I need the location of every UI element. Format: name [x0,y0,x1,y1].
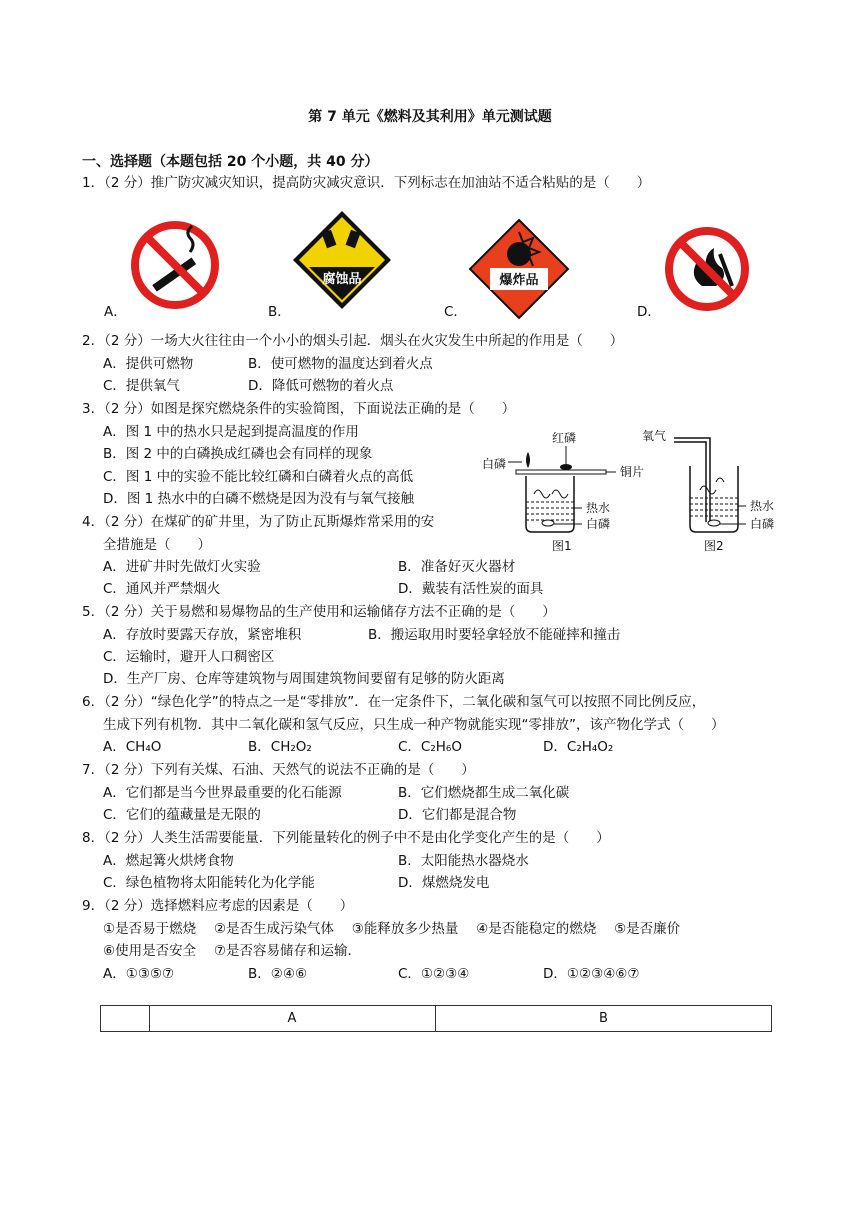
q6-option-d: D．C₂H₄O₂ [543,739,614,755]
corrosive-label: 腐蚀品 [322,272,362,287]
q9-items-line1: ①是否易于燃烧 ②是否生成污染气体 ③能释放多少热量 ④是否能稳定的燃烧 ⑤是否廉价 [103,921,681,937]
q5-option-c: C．运输时，避开人口稠密区 [103,649,275,665]
corrosive-sign-icon [291,209,393,311]
q7-option-c: C．它们的蕴藏量是无限的 [103,807,261,823]
q3-stem: 3．（2 分）如图是探究燃烧条件的实验简图，下面说法正确的是（ ） [82,401,516,417]
q3-option-d: D．图 1 热水中的白磷不燃烧是因为没有与氧气接触 [103,491,415,507]
answer-table-blank-cell [101,1006,150,1031]
q4-stem-line2: 全措施是（ ） [103,537,211,553]
q4-stem-line1: 4．（2 分）在煤矿的矿井里，为了防止瓦斯爆炸常采用的安 [82,514,435,530]
label-white-phosphorus-2: 白磷 [750,517,775,531]
q5-stem: 5．（2 分）关于易燃和易爆物品的生产使用和运输储存方法不正确的是（ ） [82,604,556,620]
q5-option-d: D．生产厂房、仓库等建筑物与周围建筑物间要留有足够的防火距离 [103,671,505,687]
q4-option-b: B．准备好灭火器材 [398,559,516,575]
label-white-phosphorus-1: 白磷 [586,517,611,531]
q1-option-c: C． [444,304,467,320]
answer-table [100,1005,772,1032]
q2-option-a: A．提供可燃物 [103,356,194,372]
q1-stem: 1．（2 分）推广防灾减灾知识，提高防灾减灾意识．下列标志在加油站不适合粘贴的是（ ） [82,175,651,191]
q7-option-d: D．它们都是混合物 [398,807,517,823]
explosive-label: 爆炸品 [499,273,539,288]
no-smoking-sign-icon [128,218,222,312]
label-figure-2: 图2 [704,539,724,553]
q8-option-d: D．煤燃烧发电 [398,875,490,891]
q5-option-a: A．存放时要露天存放，紧密堆积 [103,627,302,643]
label-oxygen: 氧气 [642,429,667,443]
q9-option-b: B．②④⑥ [248,966,308,982]
q5-option-b: B．搬运取用时要轻拿轻放不能碰摔和撞击 [368,627,621,643]
q2-stem: 2．（2 分）一场大火往往由一个小小的烟头引起．烟头在火灾发生中所起的作用是（ ） [82,333,624,349]
q2-option-b: B．使可燃物的温度达到着火点 [248,356,433,372]
combustion-experiment-figure [478,424,790,554]
q3-option-c: C．图 1 中的实验不能比较红磷和白磷着火点的高低 [103,469,414,485]
page-title: 第 7 单元《燃料及其利用》单元测试题 [308,109,552,125]
q6-stem-line1: 6．（2 分）“绿色化学”的特点之一是“零排放”．在一定条件下，二氧化碳和氢气可以按照不同比例反应， [82,694,706,710]
label-hot-water-1: 热水 [586,501,611,515]
q3-option-b: B．图 2 中的白磷换成红磷也会有同样的现象 [103,446,373,462]
no-open-flame-sign-icon [662,224,752,314]
q8-stem: 8．（2 分）人类生活需要能量．下列能量转化的例子中不是由化学变化产生的是（ ） [82,830,610,846]
label-copper-plate: 铜片 [620,465,645,479]
q8-option-c: C．绿色植物将太阳能转化为化学能 [103,875,315,891]
answer-table-col-b: B [599,1011,608,1026]
q9-option-d: D．①②③④⑥⑦ [543,966,640,982]
q4-option-c: C．通风并严禁烟火 [103,581,221,597]
q9-items-line2: ⑥使用是否安全 ⑦是否容易储存和运输． [103,943,361,959]
q6-option-b: B．CH₂O₂ [248,739,312,755]
q7-option-a: A．它们都是当今世界最重要的化石能源 [103,785,342,801]
label-hot-water-2: 热水 [750,499,775,513]
q8-option-b: B．太阳能热水器烧水 [398,853,529,869]
explosive-sign-icon [468,218,570,320]
q7-option-b: B．它们燃烧都生成二氧化碳 [398,785,570,801]
q9-option-a: A．①③⑤⑦ [103,966,175,982]
q6-stem-line2: 生成下列有机物．其中二氧化碳和氢气反应，只生成一种产物就能实现“零排放”，该产物化学式（ ） [103,717,725,733]
q6-option-c: C．C₂H₆O [398,739,462,755]
q9-option-c: C．①②③④ [398,966,470,982]
q6-option-a: A．CH₄O [103,739,162,755]
q1-option-d: D． [637,304,661,320]
q2-option-c: C．提供氧气 [103,378,180,394]
q1-option-b: B． [268,304,291,320]
q3-option-a: A．图 1 中的热水只是起到提高温度的作用 [103,424,359,440]
q8-option-a: A．燃起篝火烘烤食物 [103,853,234,869]
q1-option-a: A． [104,304,127,320]
q9-stem: 9．（2 分）选择燃料应考虑的因素是（ ） [82,898,354,914]
label-figure-1: 图1 [552,539,572,553]
answer-table-col-a: A [149,1006,436,1031]
label-white-phosphorus-top: 白磷 [482,457,507,471]
q4-option-d: D．戴装有活性炭的面具 [398,581,544,597]
label-red-phosphorus: 红磷 [552,431,577,445]
q7-stem: 7．（2 分）下列有关煤、石油、天然气的说法不正确的是（ ） [82,762,475,778]
q4-option-a: A．进矿井时先做灯火实验 [103,559,261,575]
section-heading: 一、选择题（本题包括 20 个小题，共 40 分） [82,154,379,170]
q2-option-d: D．降低可燃物的着火点 [248,378,394,394]
